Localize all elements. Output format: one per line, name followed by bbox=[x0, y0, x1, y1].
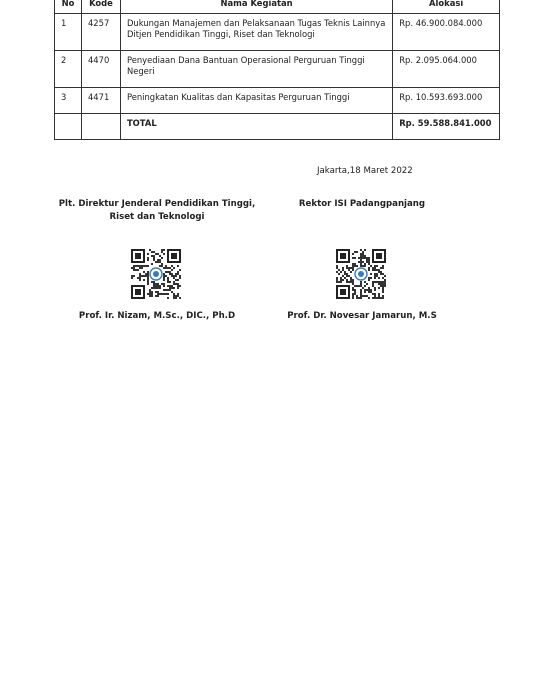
table-row bbox=[55, 51, 500, 88]
cell-kode: 4257 bbox=[81, 14, 120, 51]
right-signer-title: Rektor ISI Padangpanjang bbox=[298, 199, 426, 209]
total-value: Rp. 59.588.841.000 bbox=[393, 114, 500, 140]
qr-code-icon bbox=[336, 249, 386, 299]
left-signer-title bbox=[54, 198, 260, 224]
left-signer-name: Prof. Ir. Nizam, M.Sc., DIC., Ph.D bbox=[78, 311, 236, 321]
cell-alokasi: Rp. 10.593.693.000 bbox=[393, 88, 500, 114]
cell-empty bbox=[55, 114, 82, 140]
left-signer-title-line1: Plt. Direktur Jenderal Pendidikan Tinggi, bbox=[58, 199, 256, 209]
header-no: No bbox=[55, 0, 82, 14]
header-nama-kegiatan: Nama Kegiatan bbox=[120, 0, 392, 14]
header-alokasi: Alokasi bbox=[393, 0, 500, 14]
cell-nama: Peningkatan Kualitas dan Kapasitas Perguruan Tinggi bbox=[120, 88, 392, 114]
cell-alokasi: Rp. 46.900.084.000 bbox=[393, 14, 500, 51]
cell-nama: Dukungan Manajemen dan Pelaksanaan Tugas Teknis Lainnya Ditjen Pendidikan Tinggi, Riset dan Teknologi bbox=[120, 14, 392, 51]
table-row bbox=[55, 14, 500, 51]
allocation-table bbox=[54, 0, 500, 140]
right-signer-name: Prof. Dr. Novesar Jamarun, M.S bbox=[287, 311, 437, 321]
cell-kode: 4471 bbox=[81, 88, 120, 114]
cell-no: 1 bbox=[55, 14, 82, 51]
table-header-row bbox=[55, 0, 500, 14]
cell-no: 3 bbox=[55, 88, 82, 114]
cell-kode: 4470 bbox=[81, 51, 120, 88]
qr-code-icon bbox=[131, 249, 181, 299]
cell-nama: Penyediaan Dana Bantuan Operasional Perguruan Tinggi Negeri bbox=[120, 51, 392, 88]
left-signer-title-line2: Riset dan Teknologi bbox=[109, 212, 205, 222]
cell-no: 2 bbox=[55, 51, 82, 88]
signing-date: Jakarta,18 Maret 2022 bbox=[317, 166, 413, 176]
cell-alokasi: Rp. 2.095.064.000 bbox=[393, 51, 500, 88]
total-label: TOTAL bbox=[120, 114, 392, 140]
table-total-row bbox=[55, 114, 500, 140]
table-row bbox=[55, 88, 500, 114]
cell-empty bbox=[81, 114, 120, 140]
allocation-table-container bbox=[54, 0, 500, 140]
header-kode: Kode bbox=[81, 0, 120, 14]
